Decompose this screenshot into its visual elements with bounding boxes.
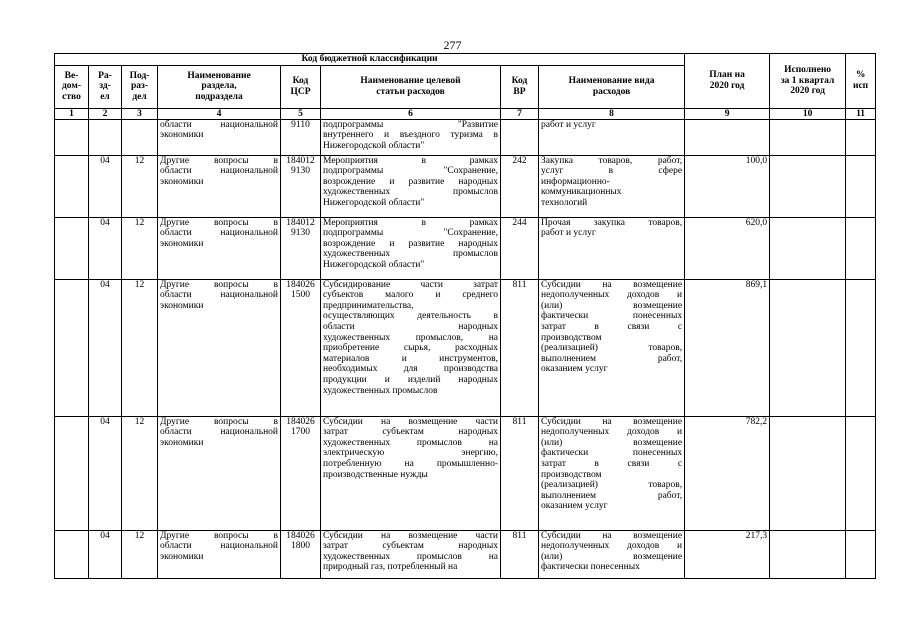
department-cell [55,279,89,416]
percent-cell [846,217,876,279]
cell-line: предпринимательства, [323,300,414,311]
cell-line: оказанием услуг [541,364,608,375]
section-name-cell [158,416,281,530]
table-row [55,279,876,416]
cell-line: (реализацией) товаров, [541,480,683,491]
subsection-cell: 12 [122,217,158,279]
cell-line: экономики [160,437,204,448]
percent-cell [846,530,876,578]
subsection-cell [122,119,158,155]
cell-line: Нижегородской области" [323,140,425,151]
cell-line: оказанием услуг [541,501,608,512]
department-cell [55,416,89,530]
table-row [55,119,876,155]
target-name-cell [321,530,501,578]
section-name-cell [158,279,281,416]
col-header-plan: План на 2020 год [685,54,770,109]
cell-line: недополученных доходов и [541,541,683,552]
col-header-csr-code: Код ЦСР [281,65,321,108]
cell-line: недополученных доходов и [541,427,683,438]
vr-code-cell: 811 [501,416,539,530]
cell-line: области народных [323,321,498,332]
cell-line: области национальной [160,166,278,177]
department-cell [55,530,89,578]
csr-code-cell [281,530,321,578]
cell-line: области национальной [160,290,278,301]
cell-line: 184026 [286,530,315,541]
cell-line: экономики [160,551,204,562]
expense-type-cell [539,530,685,578]
subsection-cell: 12 [122,416,158,530]
col-header-section: Ра- зд- ел [89,65,122,108]
cell-line: производственные нужды [323,469,428,480]
column-number: 1 [55,108,89,119]
cell-line: художественных промыслов [323,249,498,260]
expense-type-cell [539,217,685,279]
cell-line: Субсидии на возмещение [541,279,683,290]
cell-line: материалов и инструментов, [323,353,498,364]
budget-table [54,53,876,579]
department-cell [55,217,89,279]
vr-code-cell: 811 [501,279,539,416]
column-number: 3 [122,108,158,119]
cell-line: фактически понесенных [541,562,640,573]
percent-cell [846,416,876,530]
executed-amount-cell [770,416,846,530]
cell-line: технологий [541,197,588,208]
department-cell [55,119,89,155]
cell-line: 9110 [291,119,310,130]
cell-line: Субсидии на возмещение части [323,530,498,541]
cell-line: Мероприятия в рамках [323,217,498,228]
kbk-group-header: Код бюджетной классификации [55,54,685,66]
expense-type-cell [539,416,685,530]
cell-line: (или) возмещение [541,551,683,562]
table-row [55,530,876,578]
cell-line: 184026 [286,416,315,427]
col-header-subsection: Под- раз- дел [122,65,158,108]
target-name-cell [321,119,501,155]
plan-amount-cell: 782,2 [685,416,770,530]
cell-line: услуг в сфере [541,166,683,177]
cell-line: подпрограммы "Развитие [323,119,498,130]
col-header-executed: Исполнено за 1 квартал 2020 год [770,54,846,109]
plan-amount-cell: 100,0 [685,155,770,217]
cell-line: природный газ, потребленный на [323,562,458,573]
target-name-cell [321,217,501,279]
csr-code-cell [281,155,321,217]
column-number: 10 [770,108,846,119]
cell-line: 9130 [291,228,310,239]
subsection-cell: 12 [122,155,158,217]
table-row [55,217,876,279]
cell-line: Другие вопросы в [160,217,278,228]
cell-line: фактически понесенных [541,311,683,322]
cell-line: продукции и изделий народных [323,374,498,385]
cell-line: 184012 [286,217,315,228]
cell-line: необходимых для производства [323,364,498,375]
column-number: 9 [685,108,770,119]
cell-line: возрождение и развитие народных [323,176,498,187]
col-header-percent: % исп [846,54,876,109]
plan-amount-cell: 620,0 [685,217,770,279]
table-body [55,119,876,578]
cell-line: области национальной [160,228,278,239]
cell-line: области национальной [160,541,278,552]
table-row [55,416,876,530]
cell-line: Другие вопросы в [160,155,278,166]
section-cell: 04 [89,530,122,578]
cell-line: художественных промыслов [323,187,498,198]
cell-line: Мероприятия в рамках [323,155,498,166]
executed-amount-cell [770,119,846,155]
cell-line: производством [541,469,602,480]
cell-line: области национальной [160,427,278,438]
cell-line: художественных промыслов, на [323,332,498,343]
cell-line: (или) возмещение [541,437,683,448]
section-name-cell [158,119,281,155]
column-number: 7 [501,108,539,119]
cell-line: субъектов малого и среднего [323,290,498,301]
cell-line: 184012 [286,155,315,166]
executed-amount-cell [770,279,846,416]
percent-cell [846,155,876,217]
cell-line: Нижегородской области" [323,259,425,270]
cell-line: Субсидии на возмещение [541,416,683,427]
vr-code-cell: 244 [501,217,539,279]
cell-line: фактически понесенных [541,448,683,459]
plan-amount-cell [685,119,770,155]
executed-amount-cell [770,155,846,217]
cell-line: затрат в связи с [541,458,683,469]
csr-code-cell [281,119,321,155]
column-numbers-row [55,108,876,119]
cell-line: затрат субъектам народных [323,427,498,438]
plan-amount-cell: 217,3 [685,530,770,578]
cell-line: информационно- [541,176,610,187]
cell-line: потребленную на промышленно- [323,458,498,469]
cell-line: затрат в связи с [541,321,683,332]
cell-line: экономики [160,300,204,311]
cell-line: Другие вопросы в [160,530,278,541]
csr-code-cell [281,279,321,416]
cell-line: (реализацией) товаров, [541,343,683,354]
col-header-vr-code: Код ВР [501,65,539,108]
cell-line: экономики [160,176,204,187]
csr-code-cell [281,416,321,530]
cell-line: художественных промыслов на [323,437,498,448]
cell-line: работ и услуг [541,228,596,239]
cell-line: внутреннего и въездного туризма в [323,130,498,141]
section-cell: 04 [89,217,122,279]
target-name-cell [321,279,501,416]
section-name-cell [158,155,281,217]
cell-line: Другие вопросы в [160,416,278,427]
column-number: 5 [281,108,321,119]
executed-amount-cell [770,217,846,279]
cell-line: экономики [160,238,204,249]
cell-line: 9130 [291,166,310,177]
cell-line: затрат субъектам народных [323,541,498,552]
subsection-cell: 12 [122,279,158,416]
executed-amount-cell [770,530,846,578]
cell-line: возрождение и развитие народных [323,238,498,249]
cell-line: Другие вопросы в [160,279,278,290]
section-cell: 04 [89,155,122,217]
cell-line: (или) возмещение [541,300,683,311]
cell-line: Нижегородской области" [323,197,425,208]
cell-line: выполнением работ, [541,490,683,501]
column-number: 4 [158,108,281,119]
expense-type-cell [539,155,685,217]
cell-line: подпрограммы "Сохранение, [323,228,498,239]
cell-line: производством [541,332,602,343]
cell-line: области национальной [160,119,278,130]
page-number: 277 [443,38,462,52]
percent-cell [846,279,876,416]
cell-line: осуществляющих деятельность в [323,311,498,322]
cell-line: Закупка товаров, работ, [541,155,683,166]
cell-line: художественных промыслов на [323,551,498,562]
cell-line: 1700 [291,427,310,438]
cell-line: выполнением работ, [541,353,683,364]
col-header-section-name: Наименование раздела, подраздела [158,65,281,108]
cell-line: подпрограммы "Сохранение, [323,166,498,177]
column-number: 2 [89,108,122,119]
cell-line: Субсидии на возмещение части [323,416,498,427]
percent-cell [846,119,876,155]
cell-line: Прочая закупка товаров, [541,217,683,228]
cell-line: электрическую энергию, [323,448,498,459]
col-header-department: Ве- дом- ство [55,65,89,108]
target-name-cell [321,416,501,530]
col-header-expense-type: Наименование вида расходов [539,65,685,108]
section-cell: 04 [89,279,122,416]
table-row [55,155,876,217]
plan-amount-cell: 869,1 [685,279,770,416]
csr-code-cell [281,217,321,279]
section-cell: 04 [89,416,122,530]
col-header-target-name: Наименование целевой статьи расходов [321,65,501,108]
target-name-cell [321,155,501,217]
cell-line: недополученных доходов и [541,290,683,301]
section-name-cell [158,217,281,279]
cell-line: 1800 [291,541,310,552]
subsection-cell: 12 [122,530,158,578]
cell-line: коммуникационных [541,187,622,198]
section-name-cell [158,530,281,578]
column-number: 6 [321,108,501,119]
department-cell [55,155,89,217]
column-number: 8 [539,108,685,119]
cell-line: 1500 [291,290,310,301]
expense-type-cell [539,279,685,416]
cell-line: работ и услуг [541,119,596,130]
vr-code-cell: 242 [501,155,539,217]
cell-line: экономики [160,130,204,141]
vr-code-cell: 811 [501,530,539,578]
vr-code-cell [501,119,539,155]
cell-line: Субсидирование части затрат [323,279,498,290]
column-number: 11 [846,108,876,119]
cell-line: художественных промыслов [323,385,438,396]
expense-type-cell [539,119,685,155]
cell-line: 184026 [286,279,315,290]
cell-line: Субсидии на возмещение [541,530,683,541]
cell-line: приобретение сырья, расходных [323,343,498,354]
section-cell [89,119,122,155]
